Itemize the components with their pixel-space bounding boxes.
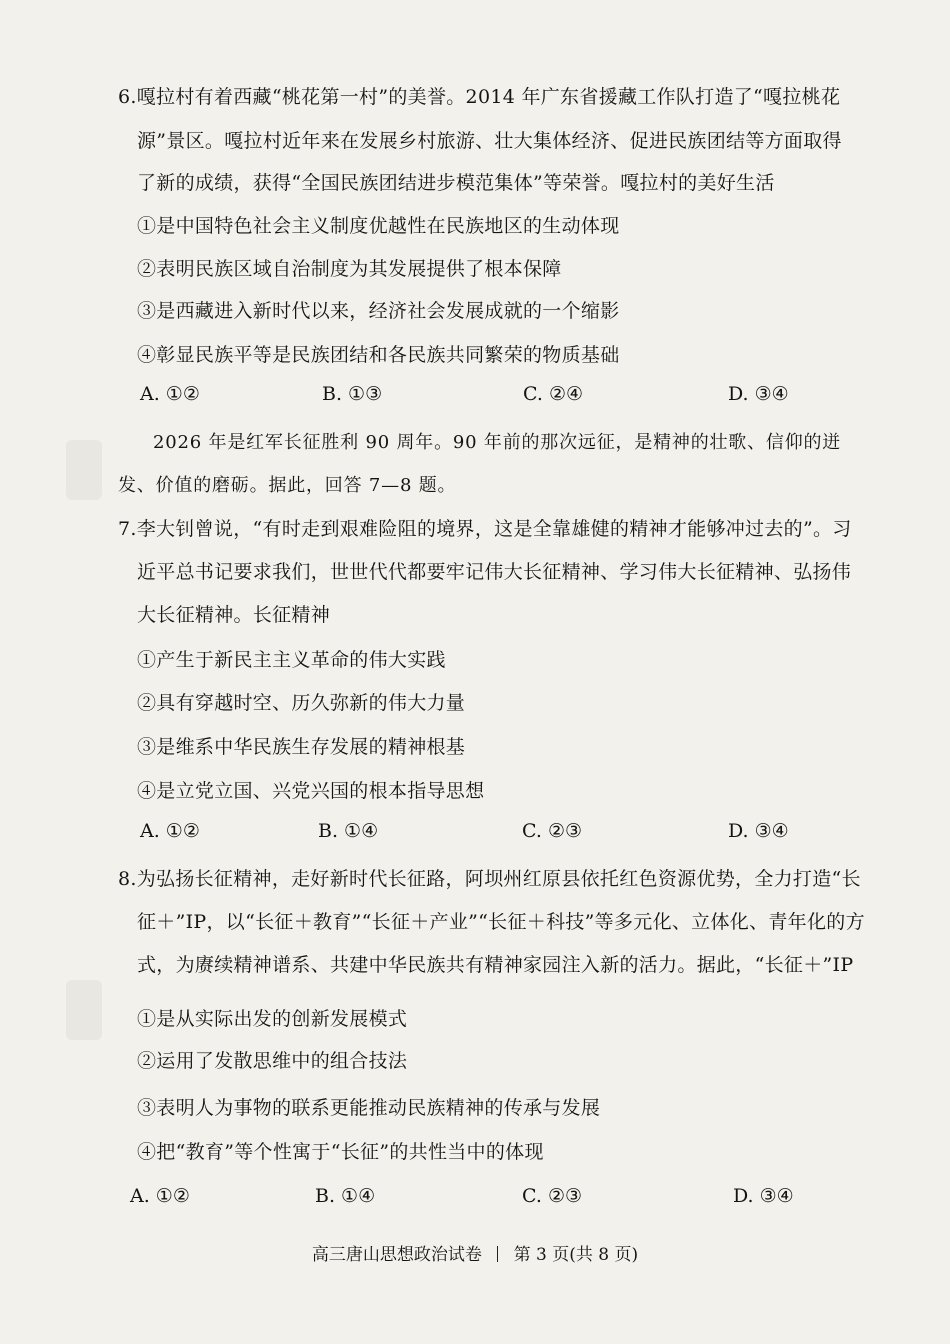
q8-option-3: ③表明人为事物的联系更能推动民族精神的传承与发展 [137, 1097, 601, 1119]
q6-choices [140, 383, 860, 409]
q6-choice-d: D. ③④ [728, 383, 789, 405]
binding-mark [66, 440, 102, 500]
q8-choices [130, 1185, 850, 1211]
q8-option-1: ①是从实际出发的创新发展模式 [137, 1008, 408, 1030]
q6-option-1: ①是中国特色社会主义制度优越性在民族地区的生动体现 [137, 215, 620, 237]
q8-choice-a: A. ①② [130, 1185, 190, 1207]
footer-separator-icon [497, 1246, 498, 1262]
q6-stem-line-3: 了新的成绩，获得“全国民族团结进步模范集体”等荣誉。嘎拉村的美好生活 [137, 172, 775, 194]
q7-stem-line-1: 7.李大钊曾说，“有时走到艰难险阻的境界，这是全靠雄健的精神才能够冲过去的”。习 [118, 518, 852, 540]
q7-choice-a: A. ①② [140, 820, 200, 842]
footer-exam-title: 高三唐山思想政治试卷 [311, 1245, 482, 1265]
footer-page-info: 第 3 页(共 8 页) [513, 1245, 639, 1265]
q7-option-3: ③是维系中华民族生存发展的精神根基 [137, 736, 466, 758]
q6-stem-line-1: 6.嘎拉村有着西藏“桃花第一村”的美誉。2014 年广东省援藏工作队打造了“嘎拉桃花 [118, 86, 841, 108]
q8-stem-line-3: 式，为赓续精神谱系、共建中华民族共有精神家园注入新的活力。据此，“长征＋”IP [137, 954, 854, 976]
q6-choice-b: B. ①③ [322, 383, 383, 405]
q8-option-2: ②运用了发散思维中的组合技法 [137, 1050, 408, 1072]
q7-choice-d: D. ③④ [728, 820, 789, 842]
q7-choice-c: C. ②③ [522, 820, 583, 842]
q8-stem-line-2: 征＋”IP，以“长征＋教育”“长征＋产业”“长征＋科技”等多元化、立体化、青年化的方 [137, 911, 865, 933]
q6-option-2: ②表明民族区域自治制度为其发展提供了根本保障 [137, 258, 562, 280]
binding-mark [66, 980, 102, 1040]
q8-choice-d: D. ③④ [733, 1185, 794, 1207]
q6-choice-c: C. ②④ [523, 383, 584, 405]
q7-choice-b: B. ①④ [318, 820, 379, 842]
q7-choices [140, 820, 860, 846]
intro-line-1: 2026 年是红军长征胜利 90 周年。90 年前的那次远征，是精神的壮歌、信仰的迸 [153, 432, 842, 453]
q8-choice-c: C. ②③ [522, 1185, 583, 1207]
intro-line-2: 发、价值的磨砺。据此，回答 7—8 题。 [118, 475, 457, 496]
q6-option-3: ③是西藏进入新时代以来，经济社会发展成就的一个缩影 [137, 300, 620, 322]
q7-option-2: ②具有穿越时空、历久弥新的伟大力量 [137, 692, 466, 714]
q6-stem-line-2: 源”景区。嘎拉村近年来在发展乡村旅游、壮大集体经济、促进民族团结等方面取得 [137, 130, 842, 152]
page-footer [0, 1240, 950, 1265]
q7-option-1: ①产生于新民主主义革命的伟大实践 [137, 649, 446, 671]
q7-stem-line-2: 近平总书记要求我们，世世代代都要牢记伟大长征精神、学习伟大长征精神、弘扬伟 [137, 561, 852, 583]
q8-choice-b: B. ①④ [315, 1185, 376, 1207]
q6-option-4: ④彰显民族平等是民族团结和各民族共同繁荣的物质基础 [137, 344, 620, 366]
q7-option-4: ④是立党立国、兴党兴国的根本指导思想 [137, 780, 485, 802]
q7-stem-line-3: 大长征精神。长征精神 [137, 604, 331, 626]
q8-option-4: ④把“教育”等个性寓于“长征”的共性当中的体现 [137, 1141, 544, 1163]
q8-stem-line-1: 8.为弘扬长征精神，走好新时代长征路，阿坝州红原县依托红色资源优势，全力打造“长 [118, 868, 861, 890]
q6-choice-a: A. ①② [140, 383, 200, 405]
